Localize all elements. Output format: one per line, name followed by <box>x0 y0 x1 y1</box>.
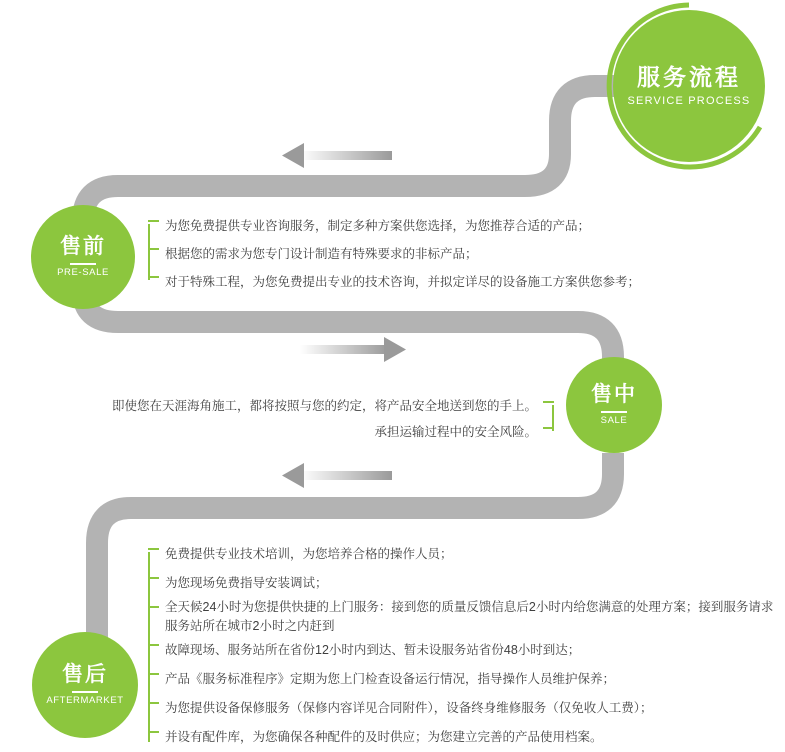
list-item: 承担运输过程中的安全风险。 <box>102 419 554 445</box>
node-aftermarket-en: AFTERMARKET <box>46 695 124 707</box>
diagram-title-badge <box>613 10 765 162</box>
arrow-left-bottom <box>282 463 392 488</box>
list-item-continuation: 服务站所在城市2小时之内赶到 <box>165 619 335 633</box>
list-item: 对于特殊工程，为您免费提出专业的技术咨询，并拟定详尽的设备施工方案供您参考； <box>148 268 640 296</box>
node-sale-en: SALE <box>600 415 628 427</box>
node-divider <box>70 263 96 265</box>
list-item: 并设有配件库，为您确保各种配件的及时供应；为您建立完善的产品使用档案。 <box>148 723 773 752</box>
node-pre-sale-en: PRE-SALE <box>57 267 109 279</box>
node-pre-sale-cn: 售前 <box>60 234 106 258</box>
node-divider <box>601 411 627 413</box>
list-item: 全天候24小时为您提供快捷的上门服务：接到您的质量反馈信息后2小时内给您满意的处理方案；接到服务请求 <box>148 598 773 617</box>
node-divider <box>72 691 98 693</box>
diagram-title-cn: 服务流程 <box>637 63 741 90</box>
arrow-right-middle <box>300 337 406 362</box>
sale-items <box>102 393 554 445</box>
list-item: 免费提供专业技术培训，为您培养合格的操作人员； <box>148 540 773 569</box>
list-item: 为您免费提供专业咨询服务，制定多种方案供您选择，为您推荐合适的产品； <box>148 212 640 240</box>
aftermarket-items <box>148 540 773 752</box>
list-item: 为您现场免费指导安装调试； <box>148 569 773 598</box>
diagram-title-en: SERVICE PROCESS <box>627 95 751 108</box>
node-aftermarket <box>32 632 138 738</box>
list-item: 根据您的需求为您专门设计制造有特殊要求的非标产品； <box>148 240 640 268</box>
list-item: 产品《服务标准程序》定期为您上门检查设备运行情况，指导操作人员维护保养； <box>148 665 773 694</box>
pre-sale-items <box>148 212 640 296</box>
list-item: 即使您在天涯海角施工，都将按照与您的约定，将产品安全地送到您的手上。 <box>102 393 554 419</box>
list-item: 故障现场、服务站所在省份12小时内到达、暂未设服务站省份48小时到达； <box>148 636 773 665</box>
list-item: 为您提供设备保修服务（保修内容详见合同附件），设备终身维修服务（仅免收人工费）； <box>148 694 773 723</box>
node-aftermarket-cn: 售后 <box>62 662 108 686</box>
node-pre-sale <box>31 205 135 309</box>
node-sale-cn: 售中 <box>591 382 637 406</box>
node-sale <box>566 357 662 453</box>
arrow-left-top <box>282 143 392 168</box>
